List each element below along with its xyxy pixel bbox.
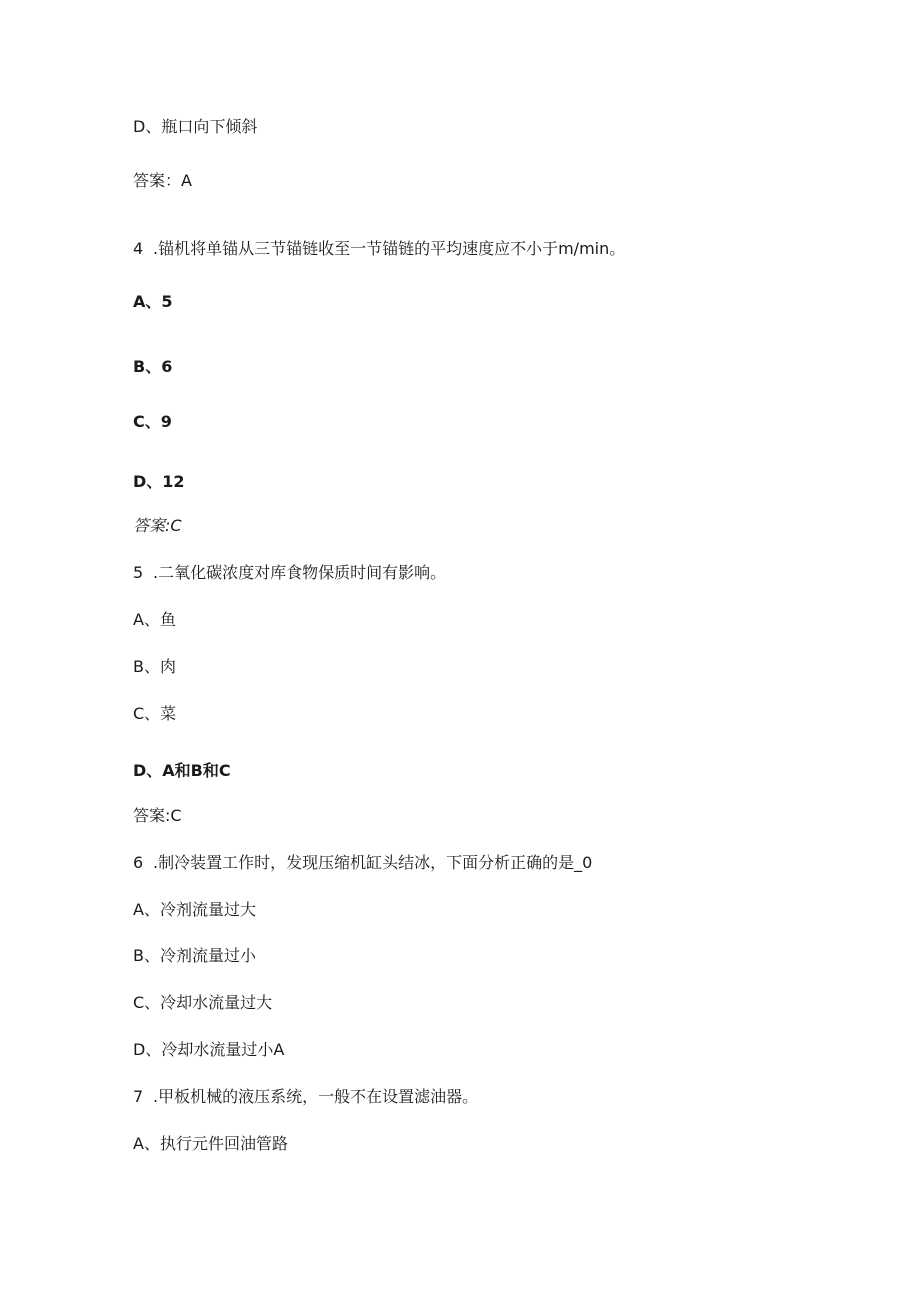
q3-option-d: D、瓶口向下倾斜	[133, 117, 258, 136]
q3-answer: 答案：A	[133, 171, 192, 190]
q4-option-b: B、6	[133, 357, 173, 376]
q5-text: .二氧化碳浓度对库食物保质时间有影响。	[153, 563, 447, 582]
q5-option-c: C、菜	[133, 704, 177, 723]
q5-option-b: B、肉	[133, 657, 176, 676]
q4-number: 4	[133, 239, 144, 258]
q5-option-d: D、A和B和C	[133, 761, 231, 780]
q6-option-b: B、冷剂流量过小	[133, 946, 256, 965]
q4-option-a: A、5	[133, 292, 173, 311]
q7-question	[133, 1087, 478, 1107]
q5-option-a: A、鱼	[133, 610, 176, 629]
q4-question	[133, 239, 625, 259]
q6-question	[133, 853, 592, 873]
q6-number: 6	[133, 853, 144, 872]
q4-option-c: C、9	[133, 412, 172, 431]
q6-option-a: A、冷剂流量过大	[133, 900, 256, 919]
q4-option-d: D、12	[133, 472, 185, 491]
q6-text: .制冷装置工作时，发现压缩机缸头结冰，下面分析正确的是_0	[153, 853, 593, 872]
q7-option-a: A、执行元件回油管路	[133, 1134, 288, 1153]
q6-option-d: D、冷却水流量过小A	[133, 1040, 285, 1059]
q7-number: 7	[133, 1087, 144, 1106]
q5-number: 5	[133, 563, 144, 582]
q4-text: .锚机将单锚从三节锚链收至一节锚链的平均速度应不小于m/min。	[153, 239, 626, 258]
q6-option-c: C、冷却水流量过大	[133, 993, 273, 1012]
q4-answer: 答案:C	[133, 516, 182, 535]
q5-question	[133, 563, 446, 583]
q7-text: .甲板机械的液压系统，一般不在设置滤油器。	[153, 1087, 479, 1106]
q5-answer: 答案:C	[133, 806, 182, 825]
